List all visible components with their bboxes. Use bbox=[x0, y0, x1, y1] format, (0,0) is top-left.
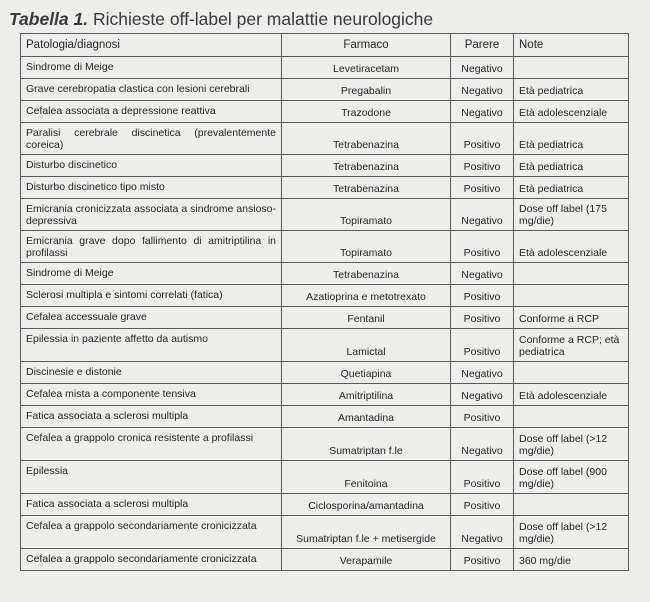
cell-patologia: Cefalea associata a depressione reattiva bbox=[21, 101, 282, 123]
cell-patologia: Cefalea a grappolo secondariamente cronicizzata bbox=[21, 549, 282, 571]
cell-parere: Negativo bbox=[451, 101, 514, 123]
cell-patologia: Cefalea a grappolo cronica resistente a profilassi bbox=[21, 428, 282, 461]
cell-note: Conforme a RCP bbox=[514, 307, 629, 329]
cell-farmaco: Topiramato bbox=[282, 199, 451, 231]
cell-parere: Positivo bbox=[451, 231, 514, 263]
cell-farmaco: Amantadina bbox=[282, 406, 451, 428]
cell-parere: Negativo bbox=[451, 516, 514, 549]
cell-patologia: Discinesie e distonie bbox=[21, 362, 282, 384]
table-title bbox=[9, 9, 433, 30]
cell-farmaco: Trazodone bbox=[282, 101, 451, 123]
cell-parere: Positivo bbox=[451, 307, 514, 329]
cell-patologia: Cefalea mista a componente tensiva bbox=[21, 384, 282, 406]
cell-farmaco: Azatioprina e metotrexato bbox=[282, 285, 451, 307]
cell-parere: Positivo bbox=[451, 123, 514, 155]
table-title-lead: Tabella 1. bbox=[9, 9, 89, 29]
cell-note bbox=[514, 57, 629, 79]
table-row bbox=[21, 155, 629, 177]
cell-parere: Positivo bbox=[451, 329, 514, 362]
cell-parere: Positivo bbox=[451, 494, 514, 516]
cell-note bbox=[514, 362, 629, 384]
cell-patologia: Cefalea accessuale grave bbox=[21, 307, 282, 329]
cell-patologia: Epilessia bbox=[21, 461, 282, 494]
cell-patologia: Emicrania grave dopo fallimento di amitriptilina in profilassi bbox=[21, 231, 282, 263]
cell-farmaco: Quetiapina bbox=[282, 362, 451, 384]
cell-patologia: Disturbo discinetico bbox=[21, 155, 282, 177]
cell-parere: Negativo bbox=[451, 362, 514, 384]
cell-parere: Positivo bbox=[451, 461, 514, 494]
cell-farmaco: Tetrabenazina bbox=[282, 155, 451, 177]
cell-patologia: Fatica associata a sclerosi multipla bbox=[21, 406, 282, 428]
cell-farmaco: Amitriptilina bbox=[282, 384, 451, 406]
cell-note: Età pediatrica bbox=[514, 123, 629, 155]
cell-patologia: Grave cerebropatia clastica con lesioni cerebrali bbox=[21, 79, 282, 101]
cell-patologia: Fatica associata a sclerosi multipla bbox=[21, 494, 282, 516]
cell-parere: Positivo bbox=[451, 549, 514, 571]
table-row bbox=[21, 461, 629, 494]
table-row bbox=[21, 549, 629, 571]
cell-note bbox=[514, 494, 629, 516]
cell-farmaco: Lamictal bbox=[282, 329, 451, 362]
cell-farmaco: Tetrabenazina bbox=[282, 123, 451, 155]
table-row bbox=[21, 329, 629, 362]
cell-farmaco: Sumatriptan f.le + metisergide bbox=[282, 516, 451, 549]
cell-patologia: Paralisi cerebrale discinetica (prevalentemente coreica) bbox=[21, 123, 282, 155]
cell-farmaco: Fentanil bbox=[282, 307, 451, 329]
cell-patologia: Sclerosi multipla e sintomi correlati (fatica) bbox=[21, 285, 282, 307]
table-row bbox=[21, 384, 629, 406]
table-row bbox=[21, 428, 629, 461]
table-row bbox=[21, 263, 629, 285]
cell-farmaco: Pregabalin bbox=[282, 79, 451, 101]
table-row bbox=[21, 199, 629, 231]
cell-note bbox=[514, 263, 629, 285]
table-row bbox=[21, 406, 629, 428]
table-row bbox=[21, 362, 629, 384]
cell-note: Età pediatrica bbox=[514, 155, 629, 177]
cell-farmaco: Tetrabenazina bbox=[282, 263, 451, 285]
cell-note bbox=[514, 406, 629, 428]
cell-parere: Negativo bbox=[451, 79, 514, 101]
cell-note: Età adolescenziale bbox=[514, 384, 629, 406]
cell-parere: Negativo bbox=[451, 384, 514, 406]
cell-farmaco: Tetrabenazina bbox=[282, 177, 451, 199]
table-body bbox=[21, 57, 629, 571]
cell-note: Età adolescenziale bbox=[514, 101, 629, 123]
cell-patologia: Emicrania cronicizzata associata a sindrome ansioso-depressiva bbox=[21, 199, 282, 231]
cell-farmaco: Sumatriptan f.le bbox=[282, 428, 451, 461]
cell-patologia: Disturbo discinetico tipo misto bbox=[21, 177, 282, 199]
cell-parere: Negativo bbox=[451, 428, 514, 461]
table-row bbox=[21, 285, 629, 307]
table-row bbox=[21, 101, 629, 123]
table-row bbox=[21, 177, 629, 199]
cell-note: Dose off label (>12 mg/die) bbox=[514, 516, 629, 549]
cell-parere: Positivo bbox=[451, 406, 514, 428]
table-row bbox=[21, 494, 629, 516]
cell-farmaco: Levetiracetam bbox=[282, 57, 451, 79]
cell-note: Conforme a RCP; età pediatrica bbox=[514, 329, 629, 362]
cell-note: 360 mg/die bbox=[514, 549, 629, 571]
header-patologia: Patologia/diagnosi bbox=[21, 34, 282, 57]
cell-note: Dose off label (>12 mg/die) bbox=[514, 428, 629, 461]
cell-note: Dose off label (175 mg/die) bbox=[514, 199, 629, 231]
cell-farmaco: Ciclosporina/amantadina bbox=[282, 494, 451, 516]
cell-parere: Positivo bbox=[451, 285, 514, 307]
cell-patologia: Sindrome di Meige bbox=[21, 263, 282, 285]
cell-parere: Negativo bbox=[451, 199, 514, 231]
cell-patologia: Sindrome di Meige bbox=[21, 57, 282, 79]
table-title-text: Richieste off-label per malattie neurologiche bbox=[92, 9, 434, 29]
cell-note bbox=[514, 285, 629, 307]
cell-parere: Negativo bbox=[451, 263, 514, 285]
cell-note: Età pediatrica bbox=[514, 79, 629, 101]
off-label-table bbox=[20, 33, 629, 571]
header-parere: Parere bbox=[451, 34, 514, 57]
cell-patologia: Cefalea a grappolo secondariamente cronicizzata bbox=[21, 516, 282, 549]
cell-note: Età adolescenziale bbox=[514, 231, 629, 263]
cell-parere: Positivo bbox=[451, 155, 514, 177]
cell-parere: Negativo bbox=[451, 57, 514, 79]
header-note: Note bbox=[514, 34, 629, 57]
cell-farmaco: Fenitoina bbox=[282, 461, 451, 494]
table-row bbox=[21, 307, 629, 329]
cell-farmaco: Topiramato bbox=[282, 231, 451, 263]
table-row bbox=[21, 79, 629, 101]
table-row bbox=[21, 231, 629, 263]
header-farmaco: Farmaco bbox=[282, 34, 451, 57]
table-row bbox=[21, 57, 629, 79]
table-row bbox=[21, 123, 629, 155]
cell-note: Età pediatrica bbox=[514, 177, 629, 199]
cell-parere: Positivo bbox=[451, 177, 514, 199]
cell-farmaco: Verapamile bbox=[282, 549, 451, 571]
table-row bbox=[21, 516, 629, 549]
cell-note: Dose off label (900 mg/die) bbox=[514, 461, 629, 494]
table-header-row bbox=[21, 34, 629, 57]
cell-patologia: Epilessia in paziente affetto da autismo bbox=[21, 329, 282, 362]
